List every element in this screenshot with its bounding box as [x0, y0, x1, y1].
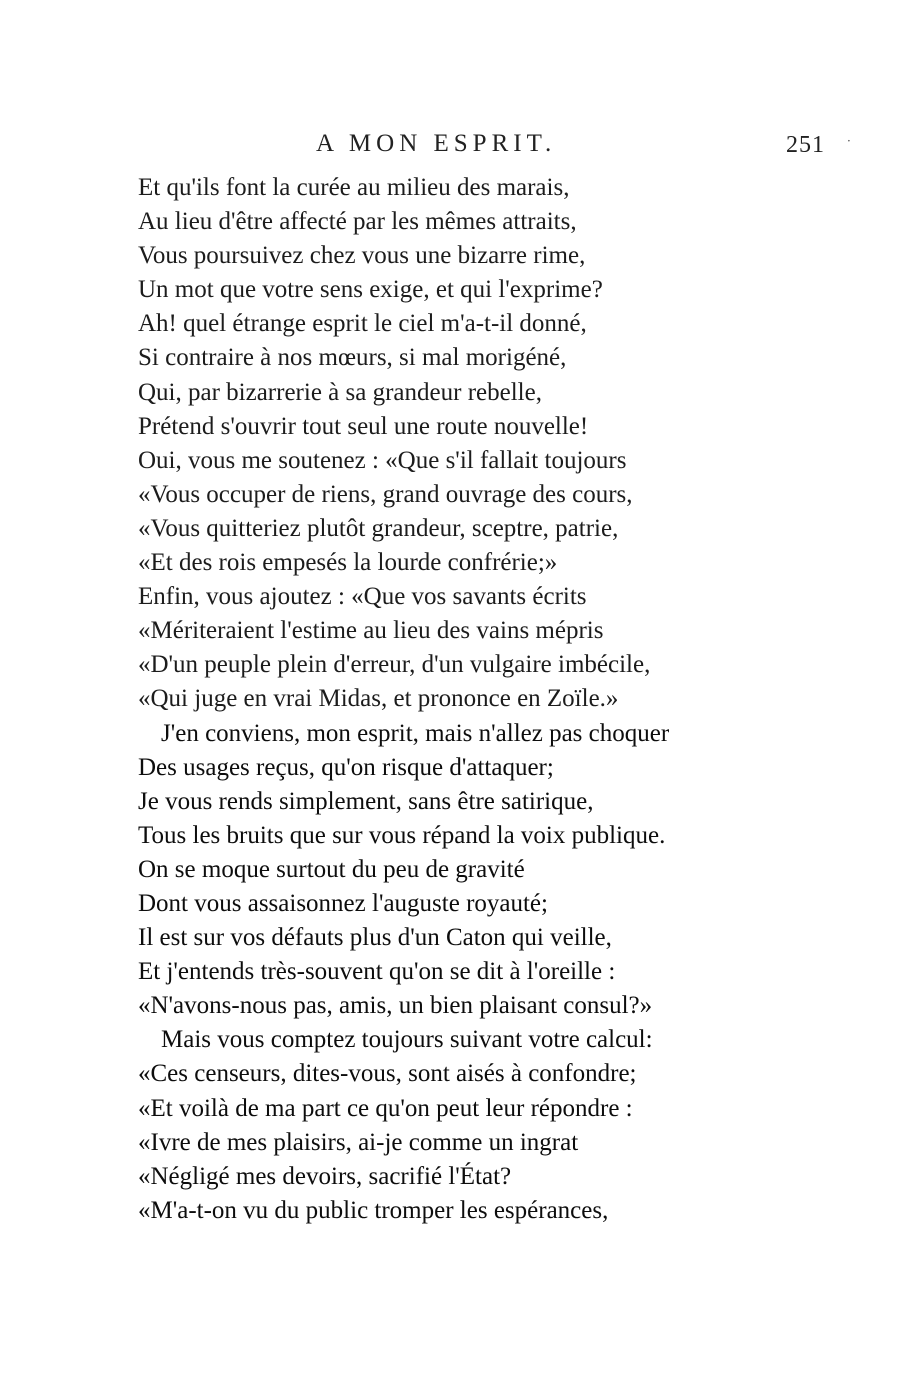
verse-line: «D'un peuple plein d'erreur, d'un vulgaire imbécile, — [138, 651, 651, 679]
verse-line: «Mériteraient l'estime au lieu des vains mépris — [138, 617, 604, 645]
verse-line: Vous poursuivez chez vous une bizarre rime, — [138, 242, 586, 270]
verse-line: Et qu'ils font la curée au milieu des marais, — [138, 174, 570, 201]
verse-line-indented: J'en conviens, mon esprit, mais n'allez pas choquer — [161, 719, 670, 747]
verse-line: Tous les bruits que sur vous répand la voix publique. — [138, 821, 666, 849]
verse-line: Un mot que votre sens exige, et qui l'exprime? — [138, 276, 603, 304]
verse-line: «M'a-t-on vu du public tromper les espérances, — [138, 1196, 609, 1224]
page-number: 251 — [786, 132, 825, 158]
page-header — [0, 126, 900, 166]
verse-line: «Qui juge en vrai Midas, et prononce en Zoïle.» — [138, 685, 619, 713]
verse-line: Au lieu d'être affecté par les mêmes attraits, — [138, 208, 577, 236]
verse-line: Prétend s'ouvrir tout seul une route nouvelle! — [138, 412, 589, 440]
verse-line: «Ivre de mes plaisirs, ai-je comme un ingrat — [138, 1128, 579, 1156]
verse-line: Qui, par bizarrerie à sa grandeur rebelle, — [138, 378, 542, 406]
running-title: A MON ESPRIT. — [316, 130, 557, 157]
verse-line: Je vous rends simplement, sans être satirique, — [138, 787, 594, 815]
verse-line: «Et voilà de ma part ce qu'on peut leur répondre : — [138, 1094, 633, 1122]
verse-line: Si contraire à nos mœurs, si mal morigéné, — [138, 344, 567, 372]
verse-line: Dont vous assaisonnez l'auguste royauté; — [138, 889, 548, 917]
verse-line-indented: Mais vous comptez toujours suivant votre calcul: — [161, 1026, 653, 1054]
verse-line: Il est sur vos défauts plus d'un Caton qui veille, — [138, 924, 612, 952]
verse-line: On se moque surtout du peu de gravité — [138, 855, 525, 883]
verse-line: «Vous occuper de riens, grand ouvrage des cours, — [138, 480, 633, 508]
verse-line: «Et des rois empesés la lourde confrérie;» — [138, 549, 558, 577]
margin-mark: · — [847, 134, 851, 148]
verse-line: Et j'entends très-souvent qu'on se dit à l'oreille : — [138, 958, 616, 986]
verse-line: Ah! quel étrange esprit le ciel m'a-t-il donné, — [138, 310, 587, 338]
verse-line: «Vous quitteriez plutôt grandeur, sceptre, patrie, — [138, 514, 619, 542]
verse-line: «N'avons-nous pas, amis, un bien plaisant consul?» — [138, 992, 653, 1020]
verse-line: Des usages reçus, qu'on risque d'attaquer; — [138, 753, 554, 781]
poem-text — [138, 171, 878, 1228]
verse-line: «Négligé mes devoirs, sacrifié l'État? — [138, 1162, 512, 1190]
verse-line: Enfin, vous ajoutez : «Que vos savants écrits — [138, 583, 587, 611]
verse-line: Oui, vous me soutenez : «Que s'il fallait toujours — [138, 446, 627, 474]
verse-line: «Ces censeurs, dites-vous, sont aisés à confondre; — [138, 1060, 637, 1088]
